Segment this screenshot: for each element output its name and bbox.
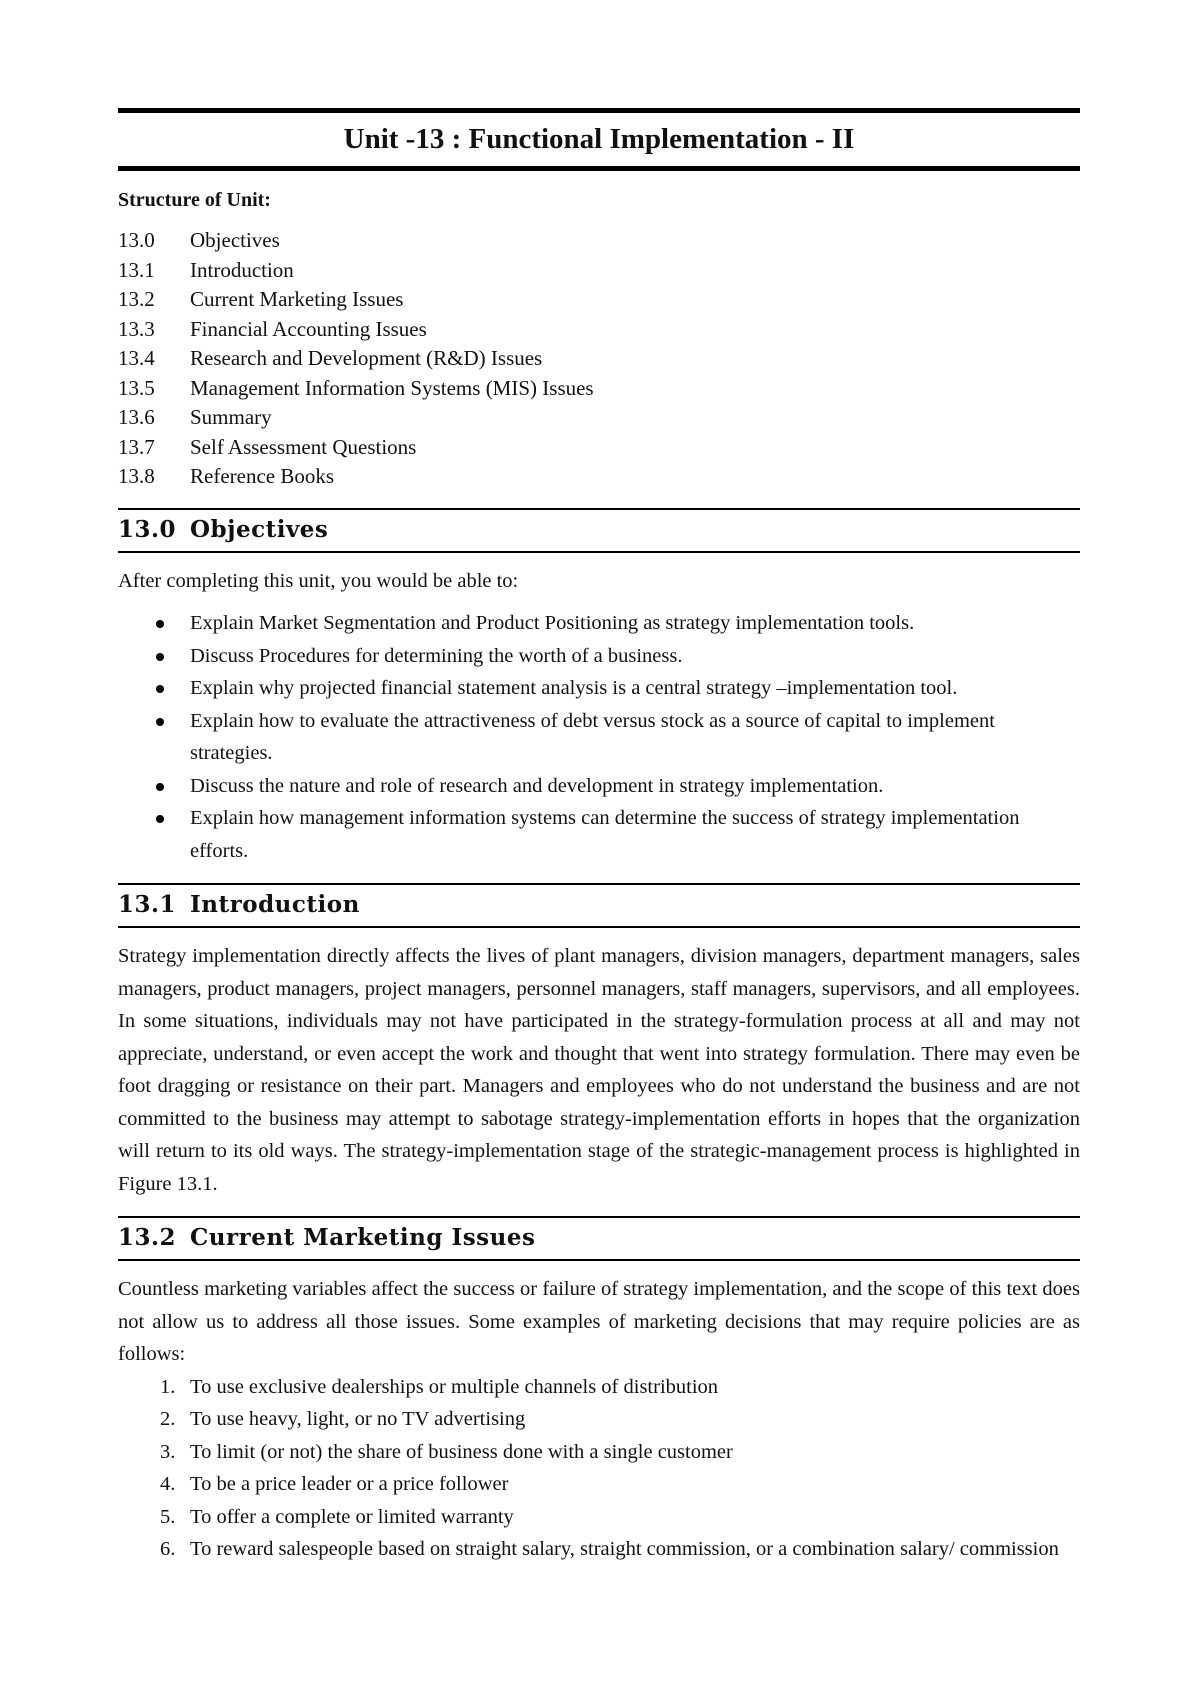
objectives-intro: After completing this unit, you would be able to:: [118, 569, 519, 592]
toc-number: 13.5: [118, 375, 155, 400]
list-item-text: Explain how to evaluate the attractiveness of debt versus stock as a source of capital to implement strategies.: [190, 709, 995, 764]
list-item: [118, 705, 1080, 770]
toc-number: 13.0: [118, 228, 155, 252]
unit-title: Unit -13 : Functional Implementation - II: [343, 123, 855, 155]
list-number: 2.: [160, 1408, 176, 1430]
toc-item: [118, 374, 1080, 404]
section-title-text: Current Marketing Issues: [190, 1224, 536, 1251]
toc-number: 13.2: [118, 287, 155, 311]
toc-label: Introduction: [190, 257, 294, 282]
toc-label: Summary: [190, 405, 272, 429]
structure-label: Structure of Unit:: [118, 189, 271, 211]
section-title: [118, 1218, 1080, 1259]
toc-item: [118, 285, 1080, 315]
list-item-text: Explain why projected financial statement analysis is a central strategy –implementation tool.: [190, 677, 958, 699]
list-item: [118, 640, 1080, 673]
list-item: [118, 672, 1080, 705]
toc-item: [118, 462, 1080, 492]
list-item: [118, 1533, 1080, 1566]
list-number: 3.: [160, 1440, 176, 1463]
title-top-rule: [118, 108, 1080, 113]
toc-item: [118, 315, 1080, 345]
list-number: 4.: [160, 1473, 176, 1495]
document-page: [118, 108, 1080, 1566]
toc-number: 13.8: [118, 464, 155, 488]
list-item-text: To limit (or not) the share of business done with a single customer: [190, 1440, 733, 1463]
toc-label: Financial Accounting Issues: [190, 316, 427, 341]
list-item: [118, 802, 1080, 867]
section-title: [118, 510, 1080, 551]
list-item-text: To offer a complete or limited warranty: [190, 1505, 514, 1528]
toc-label: Management Information Systems (MIS) Issues: [190, 375, 594, 400]
toc-item: [118, 403, 1080, 433]
toc-label: Current Marketing Issues: [190, 287, 404, 311]
list-number: 5.: [160, 1505, 176, 1528]
section-title-text: Introduction: [190, 891, 360, 918]
toc-number: 13.6: [118, 405, 155, 429]
toc-number: 13.7: [118, 434, 155, 459]
bullet-icon: [156, 685, 164, 693]
section-number: 13.0: [118, 515, 177, 543]
toc-number: 13.4: [118, 346, 155, 370]
section-heading-marketing: [118, 1216, 1080, 1261]
section-title: [118, 885, 1080, 926]
toc-item: [118, 256, 1080, 286]
section-bottom-rule: [118, 551, 1080, 553]
section-heading-introduction: [118, 883, 1080, 928]
title-bottom-rule: [118, 166, 1080, 171]
list-item: [118, 1403, 1080, 1436]
list-number: 6.: [160, 1538, 176, 1560]
list-item-text: Discuss the nature and role of research and development in strategy implementation.: [190, 774, 884, 797]
toc-number: 13.3: [118, 316, 155, 341]
list-item-text: Explain Market Segmentation and Product Positioning as strategy implementation tools.: [190, 612, 915, 634]
toc-item: [118, 344, 1080, 374]
bullet-icon: [156, 718, 164, 726]
list-item: [118, 770, 1080, 803]
list-item: [118, 1436, 1080, 1469]
marketing-paragraph: Countless marketing variables affect the success or failure of strategy implementation, and the scope of this text does not allow us to address all those issues. Some examples of marketing decisions that may require policies are as follows:: [118, 1278, 1080, 1365]
bullet-icon: [156, 815, 164, 823]
toc-number: 13.1: [118, 257, 155, 282]
list-item-text: To use exclusive dealerships or multiple channels of distribution: [190, 1375, 719, 1398]
list-item-text: To use heavy, light, or no TV advertising: [190, 1408, 526, 1430]
section-heading-objectives: [118, 508, 1080, 553]
toc-label: Research and Development (R&D) Issues: [190, 346, 543, 370]
bullet-icon: [156, 653, 164, 661]
list-item: [118, 607, 1080, 640]
toc-item: [118, 226, 1080, 256]
section-number: 13.2: [118, 1224, 177, 1251]
list-item: [118, 1371, 1080, 1404]
objectives-list: [118, 607, 1080, 867]
list-item: [118, 1501, 1080, 1534]
list-item-text: To be a price leader or a price follower: [190, 1473, 509, 1495]
toc-label: Reference Books: [190, 464, 335, 488]
list-number: 1.: [160, 1375, 176, 1398]
section-bottom-rule: [118, 926, 1080, 928]
section-bottom-rule: [118, 1259, 1080, 1261]
toc-item: [118, 433, 1080, 463]
marketing-decisions-list: [118, 1371, 1080, 1566]
toc-label: Self Assessment Questions: [190, 434, 417, 459]
section-title-text: Objectives: [190, 515, 329, 543]
introduction-paragraph: Strategy implementation directly affects the lives of plant managers, division managers, department managers, sales managers, product managers, project managers, personnel managers, staff managers, supervisors, and all employees. In some situations, individuals may not have participated in the strategy-formulation process at all and may not appreciate, understand, or even accept the work and thought that went into strategy formulation. There may even be foot dragging or resistance on their part. Managers and employees who do not understand the business and are not committed to the business may attempt to sabotage strategy-implementation efforts in hopes that the organization will return to its old ways. The strategy-implementation stage of the strategic-management process is highlighted in Figure 13.1.: [118, 945, 1080, 1195]
bullet-icon: [156, 620, 164, 628]
table-of-contents: [118, 226, 1080, 492]
section-number: 13.1: [118, 891, 177, 918]
list-item-text: Explain how management information systems can determine the success of strategy implementation efforts.: [190, 807, 1020, 862]
list-item-text: Discuss Procedures for determining the worth of a business.: [190, 644, 683, 667]
list-item-text: To reward salespeople based on straight salary, straight commission, or a combination salary/ commission: [190, 1538, 1059, 1560]
toc-label: Objectives: [190, 228, 280, 252]
bullet-icon: [156, 783, 164, 791]
list-item: [118, 1468, 1080, 1501]
